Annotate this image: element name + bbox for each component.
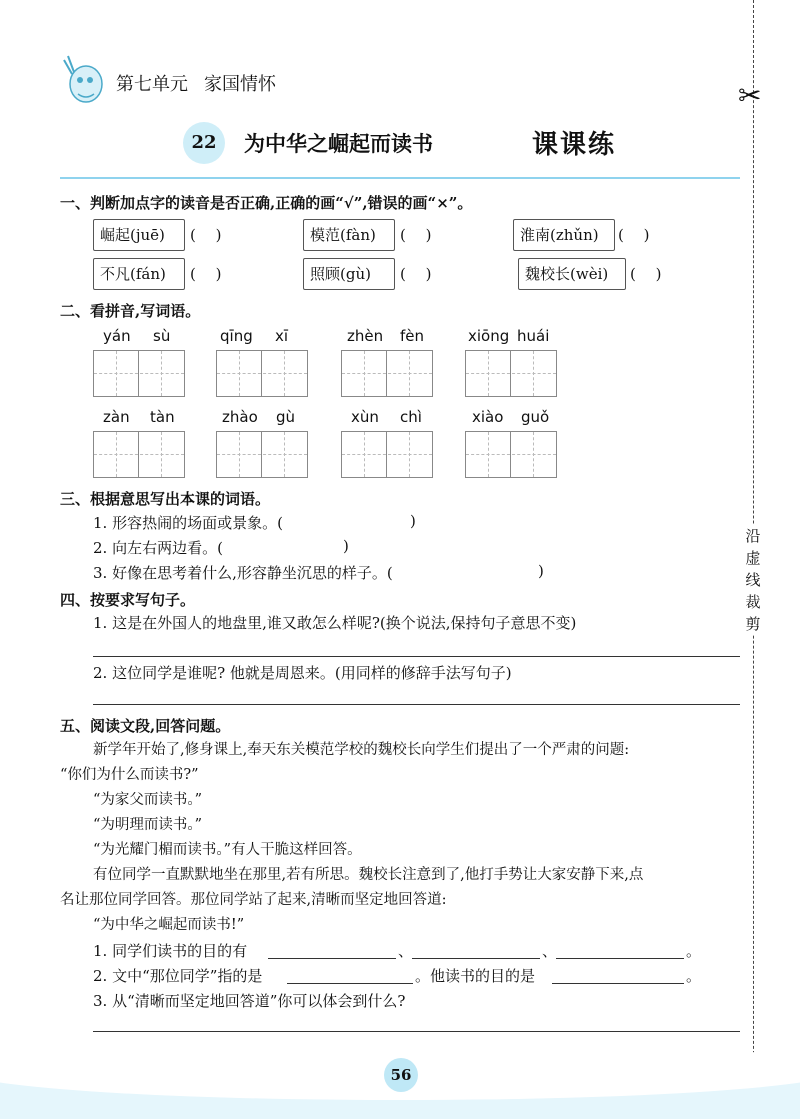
question-5-2: 2. 文中“那位同学”指的是: [93, 967, 263, 985]
passage-line: 有位同学一直默默地坐在那里,若有所思。魏校长注意到了,他打手势让大家安静下来,点: [93, 867, 644, 883]
separator: 、: [542, 942, 558, 960]
question-5-3: 3. 从“清晰而坚定地回答道”你可以体会到什么?: [93, 992, 406, 1010]
section1-title: 一、判断加点字的读音是否正确,正确的画“√”,错误的画“×”。: [60, 194, 473, 212]
pinyin: yán: [103, 327, 131, 345]
writing-grid[interactable]: [341, 350, 433, 397]
separator: 、: [398, 942, 414, 960]
passage-line: 名让那位同学回答。那位同学站了起来,清晰而坚定地回答道:: [60, 892, 447, 908]
writing-grid[interactable]: [93, 350, 185, 397]
pronunciation-box: 崛起(juē): [93, 219, 185, 251]
answer-paren[interactable]: ( ): [400, 265, 432, 283]
writing-grid[interactable]: [216, 431, 308, 478]
answer-paren[interactable]: ( ): [400, 226, 432, 244]
question-3-2: 2. 向左右两边看。(: [93, 539, 223, 557]
answer-paren[interactable]: ( ): [190, 226, 222, 244]
lesson-title: 为中华之崛起而读书: [244, 131, 433, 156]
writing-grid[interactable]: [465, 431, 557, 478]
passage-line: “为明理而读书。”: [93, 817, 203, 833]
answer-paren[interactable]: ( ): [190, 265, 222, 283]
passage-line: 新学年开始了,修身课上,奉天东关模范学校的魏校长向学生们提出了一个严肃的问题:: [93, 742, 630, 758]
title-divider: [60, 177, 740, 179]
writing-grid[interactable]: [216, 350, 308, 397]
pinyin: sù: [153, 327, 171, 345]
period: 。: [686, 942, 702, 960]
unit-heading: 第七单元 家国情怀: [116, 74, 276, 95]
paren-close: ): [538, 562, 544, 580]
scissors-icon: ✂: [738, 79, 762, 112]
pronunciation-box: 模范(fàn): [303, 219, 395, 251]
section4-title: 四、按要求写句子。: [60, 591, 196, 609]
question-4-1: 1. 这是在外国人的地盘里,谁又敢怎么样呢?(换个说法,保持句子意思不变): [93, 614, 577, 632]
answer-blank[interactable]: [552, 983, 684, 984]
section3-title: 三、根据意思写出本课的词语。: [60, 490, 271, 508]
question-5-1: 1. 同学们读书的目的有: [93, 942, 248, 960]
pinyin: xiōng: [468, 327, 510, 345]
passage-line: “为光耀门楣而读书。”有人干脆这样回答。: [93, 842, 362, 858]
lesson-number-badge: 22: [183, 122, 225, 164]
question-3-1: 1. 形容热闹的场面或景象。(: [93, 514, 283, 532]
pinyin: xī: [275, 327, 289, 345]
passage-line: “为家父而读书。”: [93, 792, 203, 808]
pinyin: xùn: [351, 408, 379, 426]
cut-label: 沿 虚 线 裁 剪: [741, 525, 765, 635]
answer-blank[interactable]: [412, 958, 540, 959]
question-5-2-b: 。他读书的目的是: [415, 967, 536, 985]
writing-grid[interactable]: [465, 350, 557, 397]
answer-line[interactable]: [93, 656, 740, 657]
mascot-logo-icon: [58, 50, 108, 106]
answer-blank[interactable]: [556, 958, 684, 959]
period: 。: [686, 967, 702, 985]
answer-paren[interactable]: ( ): [630, 265, 662, 283]
passage-line: “你们为什么而读书?”: [60, 767, 199, 783]
pronunciation-box: 不凡(fán): [93, 258, 185, 290]
pinyin: zàn: [103, 408, 130, 426]
pronunciation-box: 淮南(zhǔn): [513, 219, 615, 251]
page-number: 56: [384, 1058, 418, 1092]
paren-close: ): [410, 512, 416, 530]
pinyin: qīng: [220, 327, 253, 345]
pronunciation-box: 魏校长(wèi): [518, 258, 626, 290]
pronunciation-box: 照顾(gù): [303, 258, 395, 290]
question-3-3: 3. 好像在思考着什么,形容静坐沉思的样子。(: [93, 564, 393, 582]
writing-grid[interactable]: [93, 431, 185, 478]
pinyin: zhào: [222, 408, 258, 426]
section2-title: 二、看拼音,写词语。: [60, 302, 201, 320]
section5-title: 五、阅读文段,回答问题。: [60, 717, 231, 735]
answer-line[interactable]: [93, 1031, 740, 1032]
answer-line[interactable]: [93, 704, 740, 705]
pinyin: huái: [517, 327, 550, 345]
paren-close: ): [343, 537, 349, 555]
pinyin: guǒ: [521, 408, 550, 426]
pinyin: gù: [276, 408, 296, 426]
answer-blank[interactable]: [268, 958, 396, 959]
answer-blank[interactable]: [287, 983, 413, 984]
pinyin: xiào: [472, 408, 504, 426]
pinyin: chì: [400, 408, 422, 426]
pinyin: zhèn: [347, 327, 384, 345]
lesson-tag: 课课练: [532, 130, 617, 160]
passage-line: “为中华之崛起而读书!”: [93, 917, 245, 933]
writing-grid[interactable]: [341, 431, 433, 478]
pinyin: tàn: [150, 408, 175, 426]
question-4-2: 2. 这位同学是谁呢? 他就是周恩来。(用同样的修辞手法写句子): [93, 664, 512, 682]
pinyin: fèn: [400, 327, 425, 345]
answer-paren[interactable]: ( ): [618, 226, 650, 244]
